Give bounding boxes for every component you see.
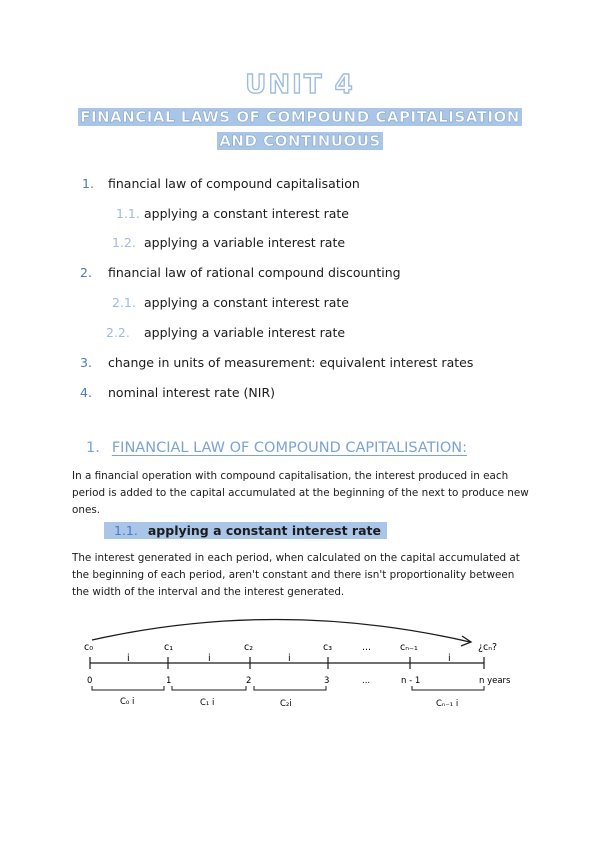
rate-label: i [208,653,211,664]
tick-label: n - 1 [401,676,421,686]
subsection-1-1-number: 1.1. [114,523,138,538]
toc-num: 4. [80,385,92,400]
tick-label: 2 [246,676,252,686]
toc-text: change in units of measurement: equivalent interest rates [108,355,474,370]
capital-label: c₀ [84,642,94,653]
toc-num: 3. [80,355,92,370]
interest-bracket [92,686,164,690]
toc-text: applying a constant interest rate [144,295,349,310]
timeline-arc [92,619,470,642]
tick-label: 1 [166,676,172,686]
toc-num: 1.1. [116,206,140,221]
toc-text: applying a variable interest rate [144,235,346,250]
interest-label: C₂i [280,699,292,709]
capital-label: ... [362,642,372,653]
toc-text: applying a variable interest rate [144,325,346,340]
subsection-1-1-paragraph: The interest generated in each period, when calculated on the capital accumulated at the beginning of each period, aren't constant and there isn't proportionality between the width of the interval and the interest generated. [72,552,520,598]
tick-label: 0 [87,676,93,686]
interest-label: C₀ i [120,697,135,707]
toc-num: 1. [82,176,94,191]
capital-label: c₂ [244,642,254,653]
rate-label: i [448,653,451,664]
capital-label-unknown: ¿cₙ? [478,642,498,653]
rate-label: i [127,653,130,664]
unit-title: UNIT 4 [245,70,355,100]
toc-num: 2. [80,265,92,280]
toc-num: 2.2. [106,325,130,340]
tick-label: 3 [324,676,330,686]
tick-label: ... [362,676,371,686]
rate-label: i [288,653,291,664]
section-1-paragraph: In a financial operation with compound capitalisation, the interest produced in each period is added to the capital accumulated at the beginning of the next to produce new ones. [72,470,529,516]
toc-text: applying a constant interest rate [144,206,349,221]
interest-bracket [254,686,326,690]
interest-bracket [412,686,484,690]
capital-label: c₃ [323,642,333,653]
subtitle-line-1-text: FINANCIAL LAWS OF COMPOUND CAPITALISATION [80,108,520,126]
toc-num: 2.1. [112,295,136,310]
interest-bracket [172,686,246,690]
toc-text: financial law of compound capitalisation [108,176,360,191]
toc-text: nominal interest rate (NIR) [108,385,276,400]
interest-label: C₁ i [200,698,215,708]
tick-label: n years [479,676,511,686]
subtitle-line-2-text: AND CONTINUOUS [219,132,381,150]
interest-label: Cₙ₋₁ i [436,699,459,709]
capital-label: c₁ [164,642,174,653]
section-1-number: 1. [86,440,100,456]
toc-num: 1.2. [112,235,136,250]
subsection-1-1-title: applying a constant interest rate [147,523,381,538]
toc-text: financial law of rational compound discounting [108,265,401,280]
capital-label: cₙ₋₁ [400,642,418,653]
section-1-title: FINANCIAL LAW OF COMPOUND CAPITALISATION: [111,440,467,456]
